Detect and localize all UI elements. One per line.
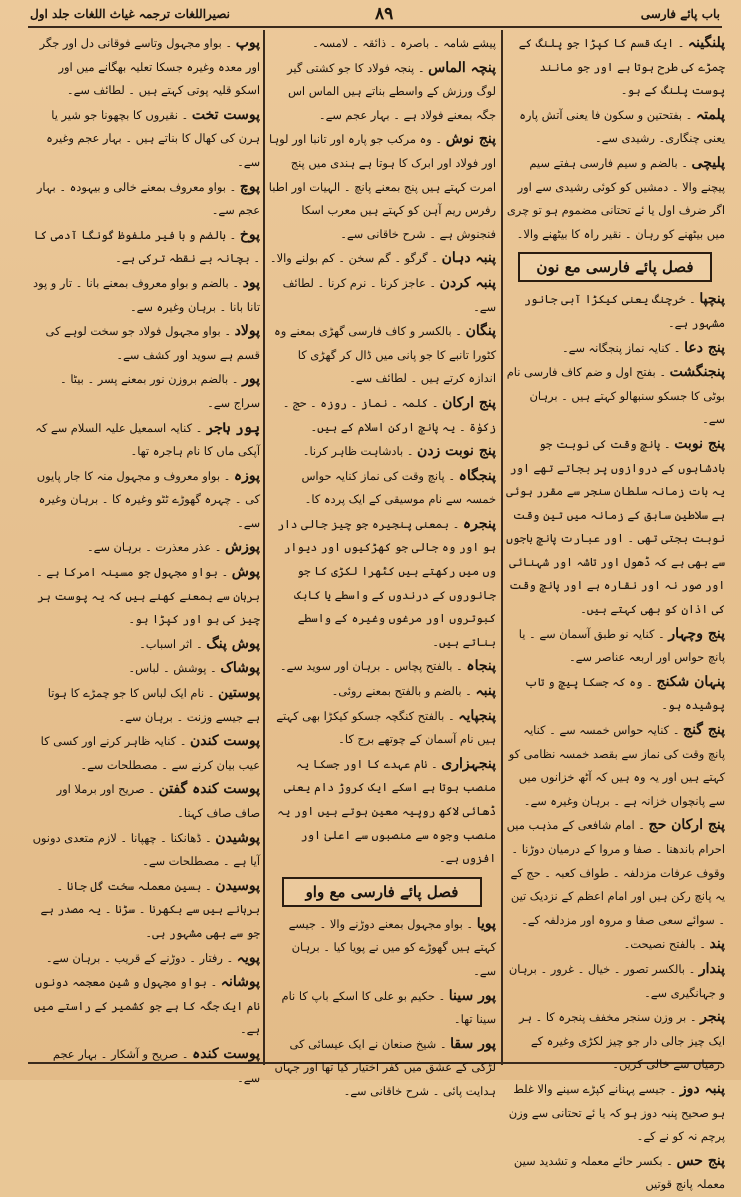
dictionary-entry [268,1033,496,1104]
dictionary-entry [505,361,725,432]
dictionary-entry [505,152,725,246]
entry-headword: پویا [476,915,496,932]
dictionary-entry [505,1006,725,1077]
dictionary-entry [268,680,496,704]
entry-definition: ۔ بفتحتین و سکون فا یعنی آتش پارہ یعنی چنگاری۔ رشیدی سے۔ [519,107,725,146]
dictionary-entry [32,32,260,103]
dictionary-entry [268,513,496,655]
entry-definition: ۔ عذر معذرت ۔ برہان سے۔ [87,540,226,555]
dictionary-entry [32,657,260,681]
dictionary-entry [32,875,260,946]
entry-headword: پند [709,936,725,953]
entry-headword: پنبہ [475,683,496,700]
entry-headword: پویہ [236,949,260,966]
entry-headword: پوست کندہ گفتن [158,781,260,798]
entry-headword: پنبہ کردن [439,274,496,291]
dictionary-entry [32,633,260,657]
entry-headword: پلیچی [691,154,725,171]
entry-definition: ۔ پانچ وقت کی نوبت جو بادشاہوں کے دروازوں پر بجاتے تھے اور یہ بات زمانہ سلطان سنجر سے مقرر ہوئی ہے سلاطین سابق کے زمانہ میں تین وقت نوبت بجتی تھی ۔ اور عبارت پانچ باجوں سے بھی ہے کہ ڈھول اور تاشہ اور شہنائی اور صور نہ اور نقارہ ہے اور پانچ وقت کی اذان کو بھی کہتے ہیں۔ [506,436,725,617]
entry-headword: پور سینا [448,987,496,1004]
entry-headword: پولاد [234,323,260,340]
dictionary-entry [32,320,260,367]
entry-definition: ۔ بمعنی پنجیرہ جو چیز جالی دار ہو اور وہ جالی جو کھڑکیوں اور دیوار وں میں رکھتے ہیں کٹھرا لکڑی کا جو جانوروں کے درندوں کے واسطے یا کابک کبوتروں اور مرغوں وغیرہ کے واسطے بناتے ہیں۔ [277,516,496,649]
entry-definition: ۔ نام عہدے کا اور جسکا یہ منصب ہوتا ہے اسکے ایک کروڑ دام یعنی ڈھائی لاکھ روپیہ معین ہوتے ہیں اور یہ منصب وجوہ سے منصبوں سے اعلیٰ اور افزوں ہے۔ [277,756,496,866]
entry-headword: پوخ [239,226,260,243]
dictionary-entry [268,320,496,391]
entry-headword: پنچپا [699,291,725,308]
entry-definition: ۔ نقیروں کا بچھونا جو شیر یا ہرن کی کھال کا بناتے ہیں ۔ بہار عجم وغیرہ سے۔ [46,107,260,169]
entry-headword: پنجرہ [462,515,496,532]
entry-headword: پنج نوبت [674,435,725,452]
entry-definition: ۔ پانچ وقت کی نماز کنایہ حواس خمسہ سے نام موسیقی کے ایک پردہ کا۔ [301,468,496,507]
dictionary-entry [505,958,725,1005]
entry-definition: ۔ شیخ صنعان نے ایک عیسائی کی لڑکی کے عشق میں کفر اختیار کیا تھا اور جہاں ہدایت پائی ۔ شرح خاقانی سے۔ [274,1036,496,1098]
dictionary-entry [32,272,260,319]
entry-definition: ۔ بالکسر و کاف فارسی گھڑی بمعنے وہ کٹورا تانبے کا جو پانی میں ڈال کر گھڑی کا اندازہ کرتے ہیں ۔ لطائف سے۔ [274,324,496,386]
entry-headword: پنچہ الماس [428,59,496,76]
dictionary-entry [268,985,496,1032]
dictionary-entry [505,719,725,813]
entry-headword: پندار [698,960,725,977]
entry-definition: ۔ کنایہ اسمعیل علیہ السلام سے کہ آپکی ماں کا نام ہاجرہ تھا۔ [35,420,260,459]
entry-headword: پوست کندن [190,733,260,750]
dictionary-entry [505,32,725,103]
dictionary-entry [32,971,260,1042]
section-heading: فصل پائے فارسی مع واو [282,877,482,907]
entry-headword: پنج ارکان حج [648,817,725,834]
entry-headword: پنج نوبت زدن [417,443,496,460]
entry-definition: ۔ بالکسر تصور ۔ خیال ۔ غرور ۔ برہان و جہانگیری سے۔ [508,961,725,1000]
entry-definition: ۔ صریح اور برملا اور صاف صاف کہنا۔ [56,782,260,820]
entry-definition: ۔ بالضم بروزن نور بمعنے پسر ۔ بیٹا ۔ سراج سے۔ [60,372,260,410]
entry-headword: پور سقا [450,1035,496,1052]
section-heading: فصل پائے فارسی مع نون [518,252,711,282]
entry-definition: ۔ وہ کہ جسکا پیچ و تاب پوشیدہ ہو۔ [524,674,725,713]
entry-headword: پلمتہ [695,106,725,123]
dictionary-entry [268,32,496,56]
entry-definition: ۔ رفتار ۔ دوڑنے کے قریب ۔ برہان سے۔ [45,950,237,965]
entry-definition: ۔ بالفتح کنگچہ جسکو کیکڑا بھی کہتے ہیں نام آسمان کے چوتھے برج کا۔ [276,708,496,747]
header-divider [28,26,722,28]
entry-definition: ۔ خرچنگ یعنی کیکڑا آبی جانور مشہور ہے۔ [524,292,725,330]
entry-headword: پنج وچہار [668,625,725,642]
entry-headword: پنج گنج [683,722,725,739]
entry-definition: ۔ بالفتح پچاس ۔ برہان اور سوید سے۔ [279,659,467,674]
entry-definition: ۔ بواو مجہول بمعنے دوڑنے والا ۔ جیسے کہتے ہیں گھوڑے کو میں نے پویا کیا ۔ برہان سے۔ [288,916,496,978]
entry-headword: پوزہ [233,467,260,484]
entry-headword: پنج نوش [445,131,496,148]
dictionary-entry [505,1150,725,1197]
page-number: ۸۹ [375,4,394,24]
entry-definition: ۔ بر وزن سنجر مخفف پنجرہ کا ۔ ہر ایک چیز جالی دار جو چیز لکڑی وغیرہ کے درمیان سے خالی کریں۔ [518,1010,725,1072]
entry-headword: پلنگینہ [687,35,725,51]
dictionary-entry [32,465,260,536]
dictionary-entry [505,933,725,957]
page-header [30,4,720,26]
entry-headword: پنہان شکنج [656,673,725,690]
entry-definition: ۔ بواو معروف و مجہول منہ کا جار پایوں کی ۔ چہرہ گھوڑے ٹٹو وغیرہ کا ۔ برہان وغیرہ سے۔ [36,468,260,530]
entry-definition: ۔ بفتح اول و ضم کاف فارسی نام بوٹی کا جسکو سنبھالو کہتے ہیں ۔ برہان سے۔ [506,365,725,427]
dictionary-entry [32,536,260,560]
column-left [32,32,260,1085]
entry-definition: پیشے شامہ ۔ باصرہ ۔ ذائقہ ۔ لامسہ۔ [312,36,496,50]
dictionary-entry [32,730,260,777]
entry-definition: ۔ بالضم و با فیر ملفوظ گونگا آدمی کا ۔ بچانہ بے نقطہ ترکی ہے۔ [33,227,260,266]
entry-definition: ۔ کنایہ حواس خمسہ سے ۔ کنایہ پانچ وقت کی نماز سے بقصد خمسہ نظامی کو کہتے ہیں اور یہ وہ ہیں کہ آٹھ خزانوں میں سے پانچواں خزانہ ہے ۔ برہان وغیرہ سے۔ [508,723,725,808]
entry-headword: پور [242,371,260,388]
dictionary-entry [268,655,496,679]
entry-headword: پنجپایہ [458,707,496,724]
entry-definition: ۔ کلمہ ۔ نماز ۔ روزہ ۔ حج ۔ زکوٰۃ ۔ یہ پانچ ارکن اسلام کے ہیں۔ [282,395,496,434]
dictionary-entry [32,827,260,874]
entry-definition: ۔ اثر اسباب۔ [139,636,207,651]
dictionary-entry [505,288,725,335]
dictionary-entry [268,705,496,752]
entry-definition: ۔ ڈھانکنا ۔ چھپانا ۔ لازم متعدی دونوں آیا ہے ۔ مصطلحات سے۔ [32,830,260,869]
dictionary-entry [268,272,496,319]
entry-headword: پوستین [218,685,260,702]
dictionary-entry [268,128,496,246]
dictionary-entry [32,224,260,271]
column-right [505,32,725,1192]
entry-headword: پود [242,274,260,291]
dictionary-entry [268,392,496,439]
entry-definition: ۔ بواو مجہول وتاسے فوقانی دل اور جگر اور معدہ وغیرہ جسکا تعلیہ بھگانے میں اور اسکو قلیہ پوتی کہتے ہیں ۔ لطائف سے۔ [39,36,260,98]
entry-headword: پوست کندہ [192,1045,260,1062]
entry-definition: ۔ بادشاہت ظاہر کرنا۔ [302,444,418,459]
dictionary-entry [268,57,496,128]
entry-headword: پوشیدن [215,829,260,846]
entry-headword: پنجہزاری [441,755,496,772]
dictionary-entry [505,1078,725,1149]
dictionary-entry [268,753,496,871]
entry-headword: پنگان [465,323,496,340]
dictionary-entry [32,1043,260,1090]
entry-definition: ۔ ایک قسم کا کپڑا جو پلنگ کے چمڑے کی طرح ہوتا ہے اور جو مانند پوست پلنگ کے ہو۔ [518,36,725,98]
entry-definition: ۔ بسین معملہ سخت گل جانا ۔ برہانے ہیں سے بکھرنا ۔ سڑنا ۔ یہ مصدر ہے جو سے بھی مشہور ہی۔ [40,878,260,940]
entry-definition: ۔ حکیم بو علی کا اسکے باپ کا نام سینا تھا۔ [281,988,496,1027]
entry-definition: ۔ جیسے پہنانے کپڑے سینے والا غلط ہو صحیح پنبہ دوز ہو کہ یا ئے تحتانی سے وزن پرچم نہ کو نے کے۔ [508,1081,725,1144]
entry-headword: پوپ [235,35,260,51]
dictionary-entry [32,417,260,464]
dictionary-entry [268,440,496,464]
dictionary-entry [505,623,725,670]
entry-headword: پوسیدن [215,877,260,894]
entry-headword: پوزش [225,539,260,556]
chapter-title: باب پائے فارسی [640,7,720,21]
book-title: نصیراللغات ترجمہ غیاث اللغات جلد اول [30,7,231,21]
entry-definition: ۔ بواو مجہول و شین معجمہ دونوں نام ایک جگہ کا ہے جو کشمیر کے راستے میں ہے۔ [33,975,260,1037]
entry-definition: ۔ بواو مجہول فولاد جو سخت لوہے کی قسم ہے سوید اور کشف سے۔ [45,324,260,362]
entry-definition: ۔ پوشش ۔ لباس۔ [128,661,221,676]
dictionary-entry [505,671,725,718]
dictionary-entry [505,814,725,932]
dictionary-entry [32,176,260,223]
entry-definition: ۔ پنجہ فولاد کا جو کشتی گیر لوگ ورزش کے واسطے بناتے ہیں الماس اس جگہ بمعنے فولاد ہے ۔ بہار عجم سے۔ [287,60,496,122]
dictionary-entry [32,368,260,415]
column-middle [268,32,496,1098]
entry-definition: ۔ وہ مرکب جو پارہ اور تانبا اور لوہا اور فولاد اور ابرک کا ہوتا ہے ہندی میں پنج امرت کہتے ہیں پنج بمعنے پانچ ۔ الہیات اور اطبا رفرس ریم آہن کو کہتے ہیں معرب اسکا فنجنوش ہے ۔ شرح خاقانی سے۔ [268,132,496,241]
entry-definition: ۔ بالضم و سیم فارسی ہفتے سیم پیچنے والا ۔ دمشیں کو کوئی رشیدی سے اور اگر ضرف اول یا ئے تحتانی مضموم ہو تو چری میں بیٹھنے کو رہان ۔ نقیر راہ کا بیٹھنے والا۔ [506,155,725,241]
entry-headword: پوشانہ [220,974,260,991]
entry-headword: پنجاہ [466,658,496,675]
dictionary-entry [505,337,725,361]
dictionary-entry [32,947,260,971]
column-divider-right [501,30,503,1065]
entry-headword: پوش پنگ [206,635,260,652]
entry-definition: ۔ بالضم و بالفتح بمعنے روئی۔ [331,684,476,699]
entry-headword: پوچ [239,178,260,195]
dictionary-entry [505,104,725,151]
entry-headword: پنجنگشت [669,364,725,381]
dictionary-entry [268,465,496,512]
entry-definition: ۔ صریح و آشکار ۔ بہار عجم سے۔ [52,1046,260,1085]
dictionary-entry [268,913,496,984]
entry-definition: ۔ بالضم و بواو معروف بمعنے بانا ۔ تار و پود تانا بانا ۔ برہان وغیرہ سے۔ [33,275,260,314]
entry-headword: پوست تخت [191,106,260,123]
dictionary-entry [505,433,725,622]
entry-headword: پنج دعا [684,339,725,356]
entry-headword: پنج ارکان [442,394,496,411]
entry-definition: ۔ بواو مجہول جو مسینہ امرکا ہے ۔ برہان سے بمعنے کھنے ہیں کہ یہ پوست ہر چیز کی ہو اور کپڑا ہو۔ [35,565,260,627]
entry-definition: ۔ نام ایک لباس کا جو چمڑے کا ہوتا ہے جیسے وزنت ۔ برہان سے۔ [47,686,260,724]
entry-headword: پور ہاجر [205,419,260,436]
dictionary-entry [32,682,260,729]
dictionary-entry [32,104,260,175]
entry-definition: ۔ کنایہ نو طبق آسمان سے ۔ یا پانچ حواس اور اربعہ عناصر سے۔ [518,626,725,665]
dictionary-entry [32,778,260,825]
entry-definition: ۔ عاجز کرنا ۔ نرم کرنا ۔ لطائف سے۔ [282,275,496,314]
entry-definition: ۔ بکسر حائے معملہ و تشدید سین معملہ پانچ قوتیں [513,1153,725,1192]
dictionary-entry [32,561,260,632]
entry-definition: ۔ کنایہ ظاہر کرنے اور کسی کا عیب بیان کرنے سے ۔ مصطلحات سے۔ [40,734,260,772]
entry-headword: پنبہ دہان [441,250,496,267]
dictionary-entry [268,247,496,271]
entry-headword: پنجگاہ [458,467,496,484]
entry-headword: پوش [231,564,260,581]
entry-headword: پوشاک [220,660,260,677]
entry-definition: ۔ کنایہ نماز پنجگانہ سے۔ [561,340,685,355]
entry-definition: ۔ گرگو ۔ گم سخن ۔ کم بولنے والا۔ [269,251,442,266]
column-divider-left [263,30,265,1065]
entry-headword: پنبہ دوز [679,1080,725,1097]
entry-definition: ۔ بالفتح نصیحت۔ [623,937,710,952]
entry-definition: ۔ امام شافعی کے مذہب میں احرام باندھنا ۔ صفا و مروا کے درمیان دوڑنا ۔ وقوف عرفات مزدلفہ ۔ طواف کعبہ ۔ حج کے یہ پانچ رکن ہیں اور امام اعظم کے نزدیک تین ۔ سوائے سعی صفا و مروہ اور مزدلفہ کے۔ [506,818,725,927]
entry-headword: پنجر [700,1009,725,1026]
entry-definition: ۔ بواو معروف بمعنے خالی و بیہودہ ۔ بہار عجم سے۔ [36,179,260,218]
entry-headword: پنج حس [676,1152,725,1169]
